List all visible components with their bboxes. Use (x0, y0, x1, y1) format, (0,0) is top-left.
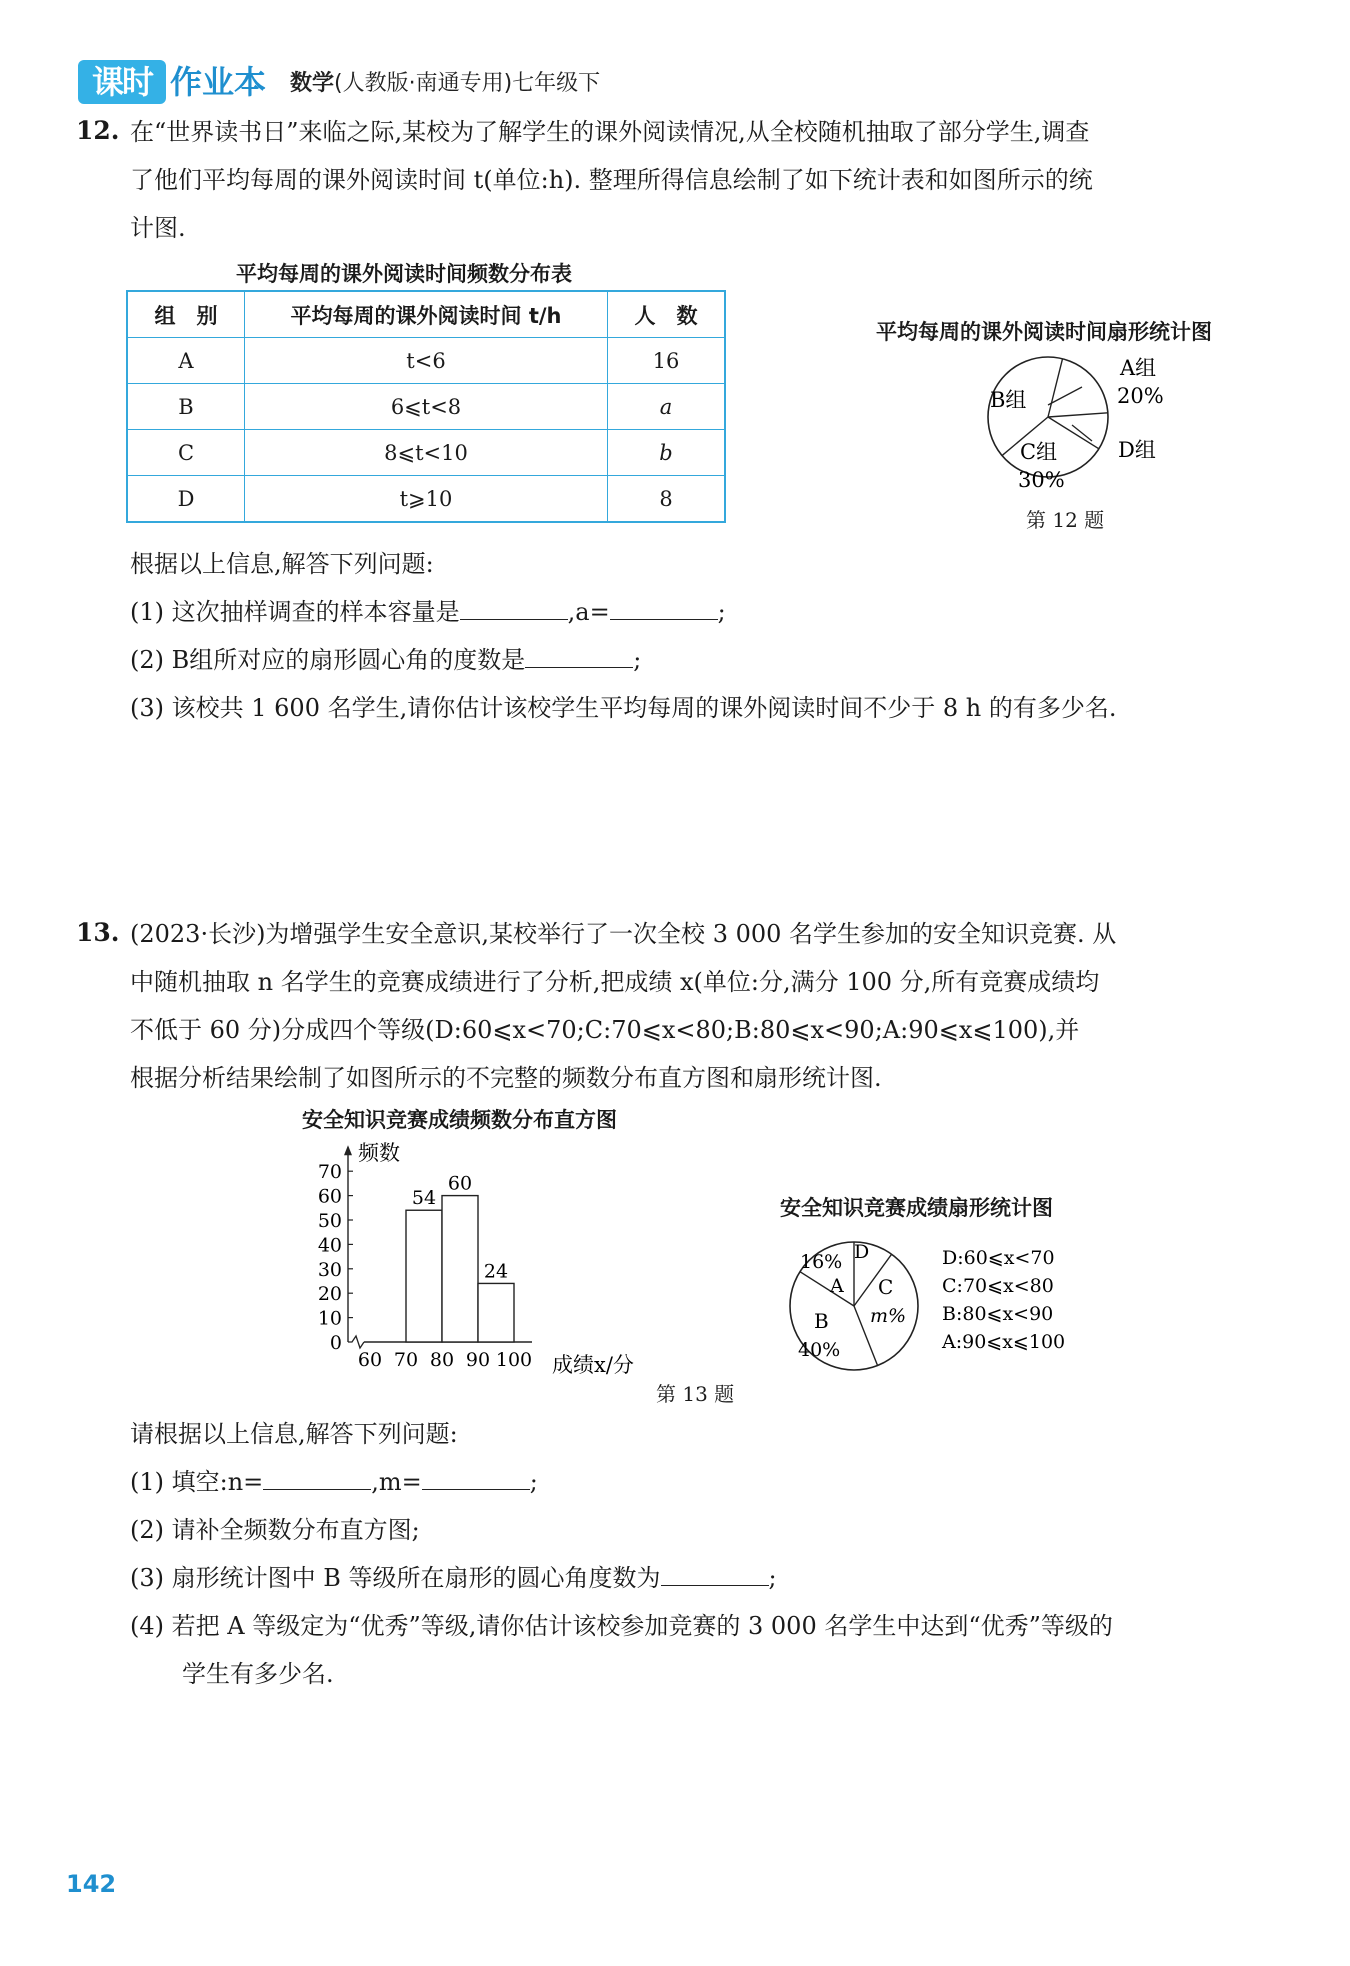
hist-y-tick-label: 70 (317, 1161, 342, 1184)
q12-number: 12. (76, 116, 120, 145)
hist-y-tick-label: 10 (317, 1307, 342, 1330)
q12-part-1-text: ; (717, 598, 726, 626)
q13-label-c-name: C (878, 1275, 894, 1299)
hist-y-tick-label: 30 (317, 1258, 342, 1281)
q12-pie-slice-boundary (1048, 359, 1063, 417)
cell-count: 16 (608, 338, 726, 384)
q12-questions (130, 540, 1290, 732)
page-number: 142 (66, 1870, 117, 1898)
q13-label-a-name: A (830, 1275, 844, 1297)
hist-bar-label: 24 (483, 1260, 509, 1283)
hist-bar (442, 1196, 478, 1342)
hist-y-tick-label: 60 (317, 1185, 342, 1208)
answer-blank[interactable] (610, 591, 718, 620)
q13-part-2: (2) 请补全频数分布直方图; (130, 1516, 420, 1544)
q12-pie-slice-boundary (1048, 413, 1108, 417)
cell-time: t⩾10 (245, 476, 608, 523)
hist-bar-label: 54 (411, 1187, 437, 1210)
q13-pie-title: 安全知识竞赛成绩扇形统计图 (780, 1196, 1053, 1220)
q13-label-b-name: B (814, 1309, 829, 1333)
hist-bar-label: 60 (447, 1172, 473, 1195)
q13-part-3-text: (3) 扇形统计图中 B 等级所在扇形的圆心角度数为 (130, 1564, 661, 1592)
cell-count: 8 (608, 476, 726, 523)
cell-group: C (127, 430, 245, 476)
cell-time: t<6 (245, 338, 608, 384)
book-subtitle (290, 66, 600, 102)
q13-legend-item: D:60⩽x<70 (942, 1247, 1055, 1269)
header-count: 人 数 (608, 291, 726, 338)
q12-part-2 (130, 636, 1290, 684)
q12-prompt: 根据以上信息,解答下列问题: (130, 550, 434, 578)
q13-histogram (300, 1136, 680, 1386)
q13-hist-xlabel: 成绩x/分 (552, 1353, 634, 1377)
q13-hist-ylabel: 频数 (358, 1141, 400, 1165)
cell-group: D (127, 476, 245, 523)
q12-part-1-text: (1) 这次抽样调查的样本容量是 (130, 598, 460, 626)
hist-bar (478, 1283, 514, 1342)
hist-x-tick-label: 80 (429, 1349, 455, 1371)
q13-hist-title: 安全知识竞赛成绩频数分布直方图 (302, 1108, 617, 1132)
q12-label-c-name: C组 (1020, 440, 1058, 464)
q12-stem-line: 在“世界读书日”来临之际,某校为了解学生的课外阅读情况,从全校随机抽取了部分学生,调查 (130, 118, 1090, 146)
series-name: 作业本 (170, 63, 267, 101)
q12-stem (130, 108, 1280, 252)
q13-legend-item: A:90⩽x⩽100 (942, 1331, 1066, 1353)
answer-blank[interactable] (263, 1461, 371, 1490)
cell-count: b (608, 430, 726, 476)
cell-time: 6⩽t<8 (245, 384, 608, 430)
q13-stem-line: 中随机抽取 n 名学生的竞赛成绩进行了分析,把成绩 x(单位:分,满分 100 分,所有竞赛成绩均 (130, 968, 1100, 996)
q13-label-a-pct: 16% (800, 1251, 843, 1273)
q13-caption: 第 13 题 (656, 1382, 735, 1406)
q12-part-1 (130, 588, 1290, 636)
q13-part-4: (4) 若把 A 等级定为“优秀”等级,请你估计该校参加竞赛的 3 000 名学生中达到“优秀”等级的 (130, 1612, 1113, 1640)
q13-label-c-pct: m% (870, 1305, 907, 1327)
q13-label-b-pct: 40% (798, 1339, 841, 1361)
q12-table-title: 平均每周的课外阅读时间频数分布表 (236, 262, 572, 286)
q13-part-4-cont: 学生有多少名. (182, 1660, 334, 1688)
hist-y-tick-label: 40 (317, 1234, 342, 1257)
q13-questions (130, 1410, 1290, 1698)
q13-part-3 (130, 1554, 1290, 1602)
q12-label-d-name: D组 (1118, 438, 1156, 462)
hist-x-tick-label: 100 (495, 1349, 533, 1371)
q13-legend-item: B:80⩽x<90 (942, 1303, 1054, 1325)
q13-pie-slice-boundary (800, 1272, 854, 1306)
q12-label-b-name: B组 (990, 388, 1027, 412)
header-group: 组 别 (127, 291, 245, 338)
q13-part-1 (130, 1458, 1290, 1506)
table-row (127, 476, 725, 523)
header-time: 平均每周的课外阅读时间 t/h (245, 291, 608, 338)
q13-part-1-text: ,m= (371, 1468, 422, 1496)
q12-part-1-text: ,a= (567, 598, 610, 626)
q12-frequency-table (126, 290, 726, 523)
q12-part-2-text: (2) B组所对应的扇形圆心角的度数是 (130, 646, 526, 674)
q13-prompt: 请根据以上信息,解答下列问题: (130, 1420, 458, 1448)
q12-caption: 第 12 题 (1026, 508, 1105, 532)
q13-number: 13. (76, 918, 120, 947)
q13-stem-line: 不低于 60 分)分成四个等级(D:60⩽x<70;C:70⩽x<80;B:80⩽x<90;A:90⩽x⩽100),并 (130, 1016, 1080, 1044)
q13-label-d-name: D (854, 1241, 870, 1263)
answer-blank[interactable] (422, 1461, 530, 1490)
q12-label-a-pct: 20% (1117, 384, 1164, 408)
q13-histogram-marks (318, 1145, 532, 1371)
hist-y-tick-label: 20 (317, 1283, 342, 1306)
q12-stem-line: 了他们平均每周的课外阅读时间 t(单位:h). 整理所得信息绘制了如下统计表和如图所示的统 (130, 166, 1093, 194)
q12-pie-title: 平均每周的课外阅读时间扇形统计图 (876, 320, 1212, 344)
q13-part-3-text: ; (768, 1564, 777, 1592)
hist-x-tick-label: 70 (393, 1349, 419, 1371)
table-row (127, 338, 725, 384)
cell-time: 8⩽t<10 (245, 430, 608, 476)
q13-part-1-text: ; (529, 1468, 538, 1496)
cell-group: B (127, 384, 245, 430)
table-row (127, 430, 725, 476)
q13-stem-line: 根据分析结果绘制了如图所示的不完整的频数分布直方图和扇形统计图. (130, 1064, 882, 1092)
hist-axis-break (348, 1336, 364, 1348)
series-logo: 课时 (78, 60, 166, 104)
q12-label-c-pct: 30% (1018, 468, 1065, 492)
q12-stem-line: 计图. (130, 214, 186, 242)
hist-x-tick-label: 90 (465, 1349, 491, 1371)
hist-y-tick-label: 0 (329, 1332, 342, 1354)
q13-stem-line: (2023·长沙)为增强学生安全意识,某校举行了一次全校 3 000 名学生参加的安全知识竞赛. 从 (130, 920, 1117, 948)
hist-y-tick-label: 50 (317, 1210, 342, 1232)
q12-part-2-text: ; (633, 646, 642, 674)
q13-pie-chart (770, 1226, 1100, 1386)
edition: (人教版·南通专用)七年级下 (334, 71, 601, 96)
answer-blank[interactable] (525, 639, 633, 668)
q13-part-1-text: (1) 填空:n= (130, 1468, 264, 1496)
answer-blank[interactable] (460, 591, 568, 620)
hist-y-arrow (344, 1145, 352, 1155)
q13-stem (130, 910, 1280, 1102)
hist-x-tick-label: 60 (357, 1349, 383, 1371)
cell-count: a (608, 384, 726, 430)
answer-blank[interactable] (661, 1557, 769, 1586)
q12-part-3: (3) 该校共 1 600 名学生,请你估计该校学生平均每周的课外阅读时间不少于 8 h 的有多少名. (130, 694, 1117, 722)
table-header-row (127, 291, 725, 338)
table-row (127, 384, 725, 430)
q13-legend-item: C:70⩽x<80 (942, 1275, 1054, 1297)
q12-label-a-name: A组 (1120, 356, 1157, 380)
hist-bar (406, 1210, 442, 1342)
cell-group: A (127, 338, 245, 384)
subject: 数学 (290, 71, 335, 96)
